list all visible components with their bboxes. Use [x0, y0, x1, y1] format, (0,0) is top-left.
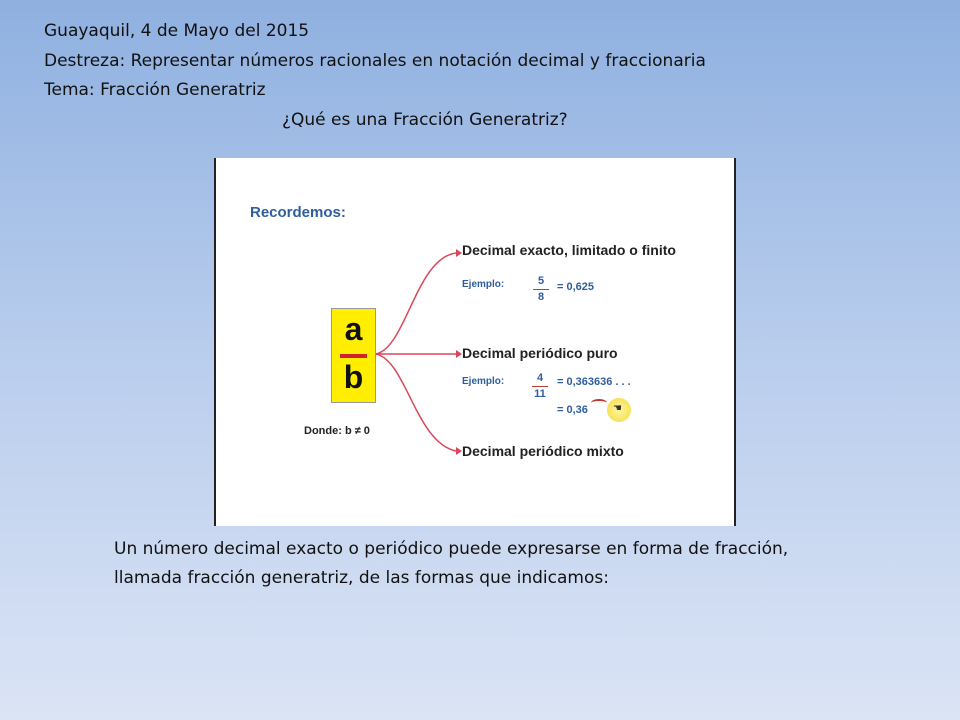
example1-result: = 0,625	[557, 281, 595, 293]
branch-exact-label: Decimal exacto, limitado o finito	[462, 242, 676, 258]
arrow-to-exact	[376, 253, 456, 354]
example1-denominator: 8	[537, 291, 545, 303]
example2-numerator: 4	[536, 372, 544, 384]
skill-line: Destreza: Representar números racionales en notación decimal y fraccionaria	[44, 51, 706, 71]
topic-line: Tema: Fracción Generatriz	[44, 80, 266, 100]
embedded-slide-image	[214, 158, 736, 526]
example2-denominator: 11	[534, 388, 546, 400]
example2-label: Ejemplo:	[462, 376, 505, 387]
arrow-to-mixed	[376, 354, 456, 451]
explanation-paragraph	[114, 535, 914, 593]
branch-mixed-label: Decimal periódico mixto	[462, 443, 624, 459]
example1-fraction	[532, 275, 550, 304]
example2-result-expanded: = 0,363636 . . .	[557, 376, 631, 388]
explanation-line-1: Un número decimal exacto o periódico puede expresarse en forma de fracción,	[114, 539, 789, 559]
fraction-denominator: b	[343, 359, 364, 395]
example2-fraction-line	[532, 386, 548, 387]
example1-label: Ejemplo:	[462, 279, 505, 290]
example1-fraction-line	[533, 289, 549, 290]
explanation-line-2: llamada fracción generatriz, de las formas que indicamos:	[114, 568, 609, 588]
fraction-a-over-b	[331, 308, 376, 403]
date-line: Guayaquil, 4 de Mayo del 2015	[44, 21, 310, 41]
question-heading: ¿Qué es una Fracción Generatriz?	[282, 110, 568, 130]
example2-fraction	[531, 372, 549, 401]
example2-result-period: = 0,36	[557, 404, 588, 416]
period-arc-mark	[591, 399, 607, 407]
pointer-cursor-icon: ☚	[607, 398, 631, 422]
fraction-bar	[340, 354, 367, 358]
slide-title: Recordemos:	[250, 204, 346, 221]
condition-text: Donde: b ≠ 0	[304, 425, 370, 437]
example1-numerator: 5	[537, 275, 545, 287]
branch-pure-label: Decimal periódico puro	[462, 345, 618, 361]
fraction-numerator: a	[344, 311, 363, 347]
